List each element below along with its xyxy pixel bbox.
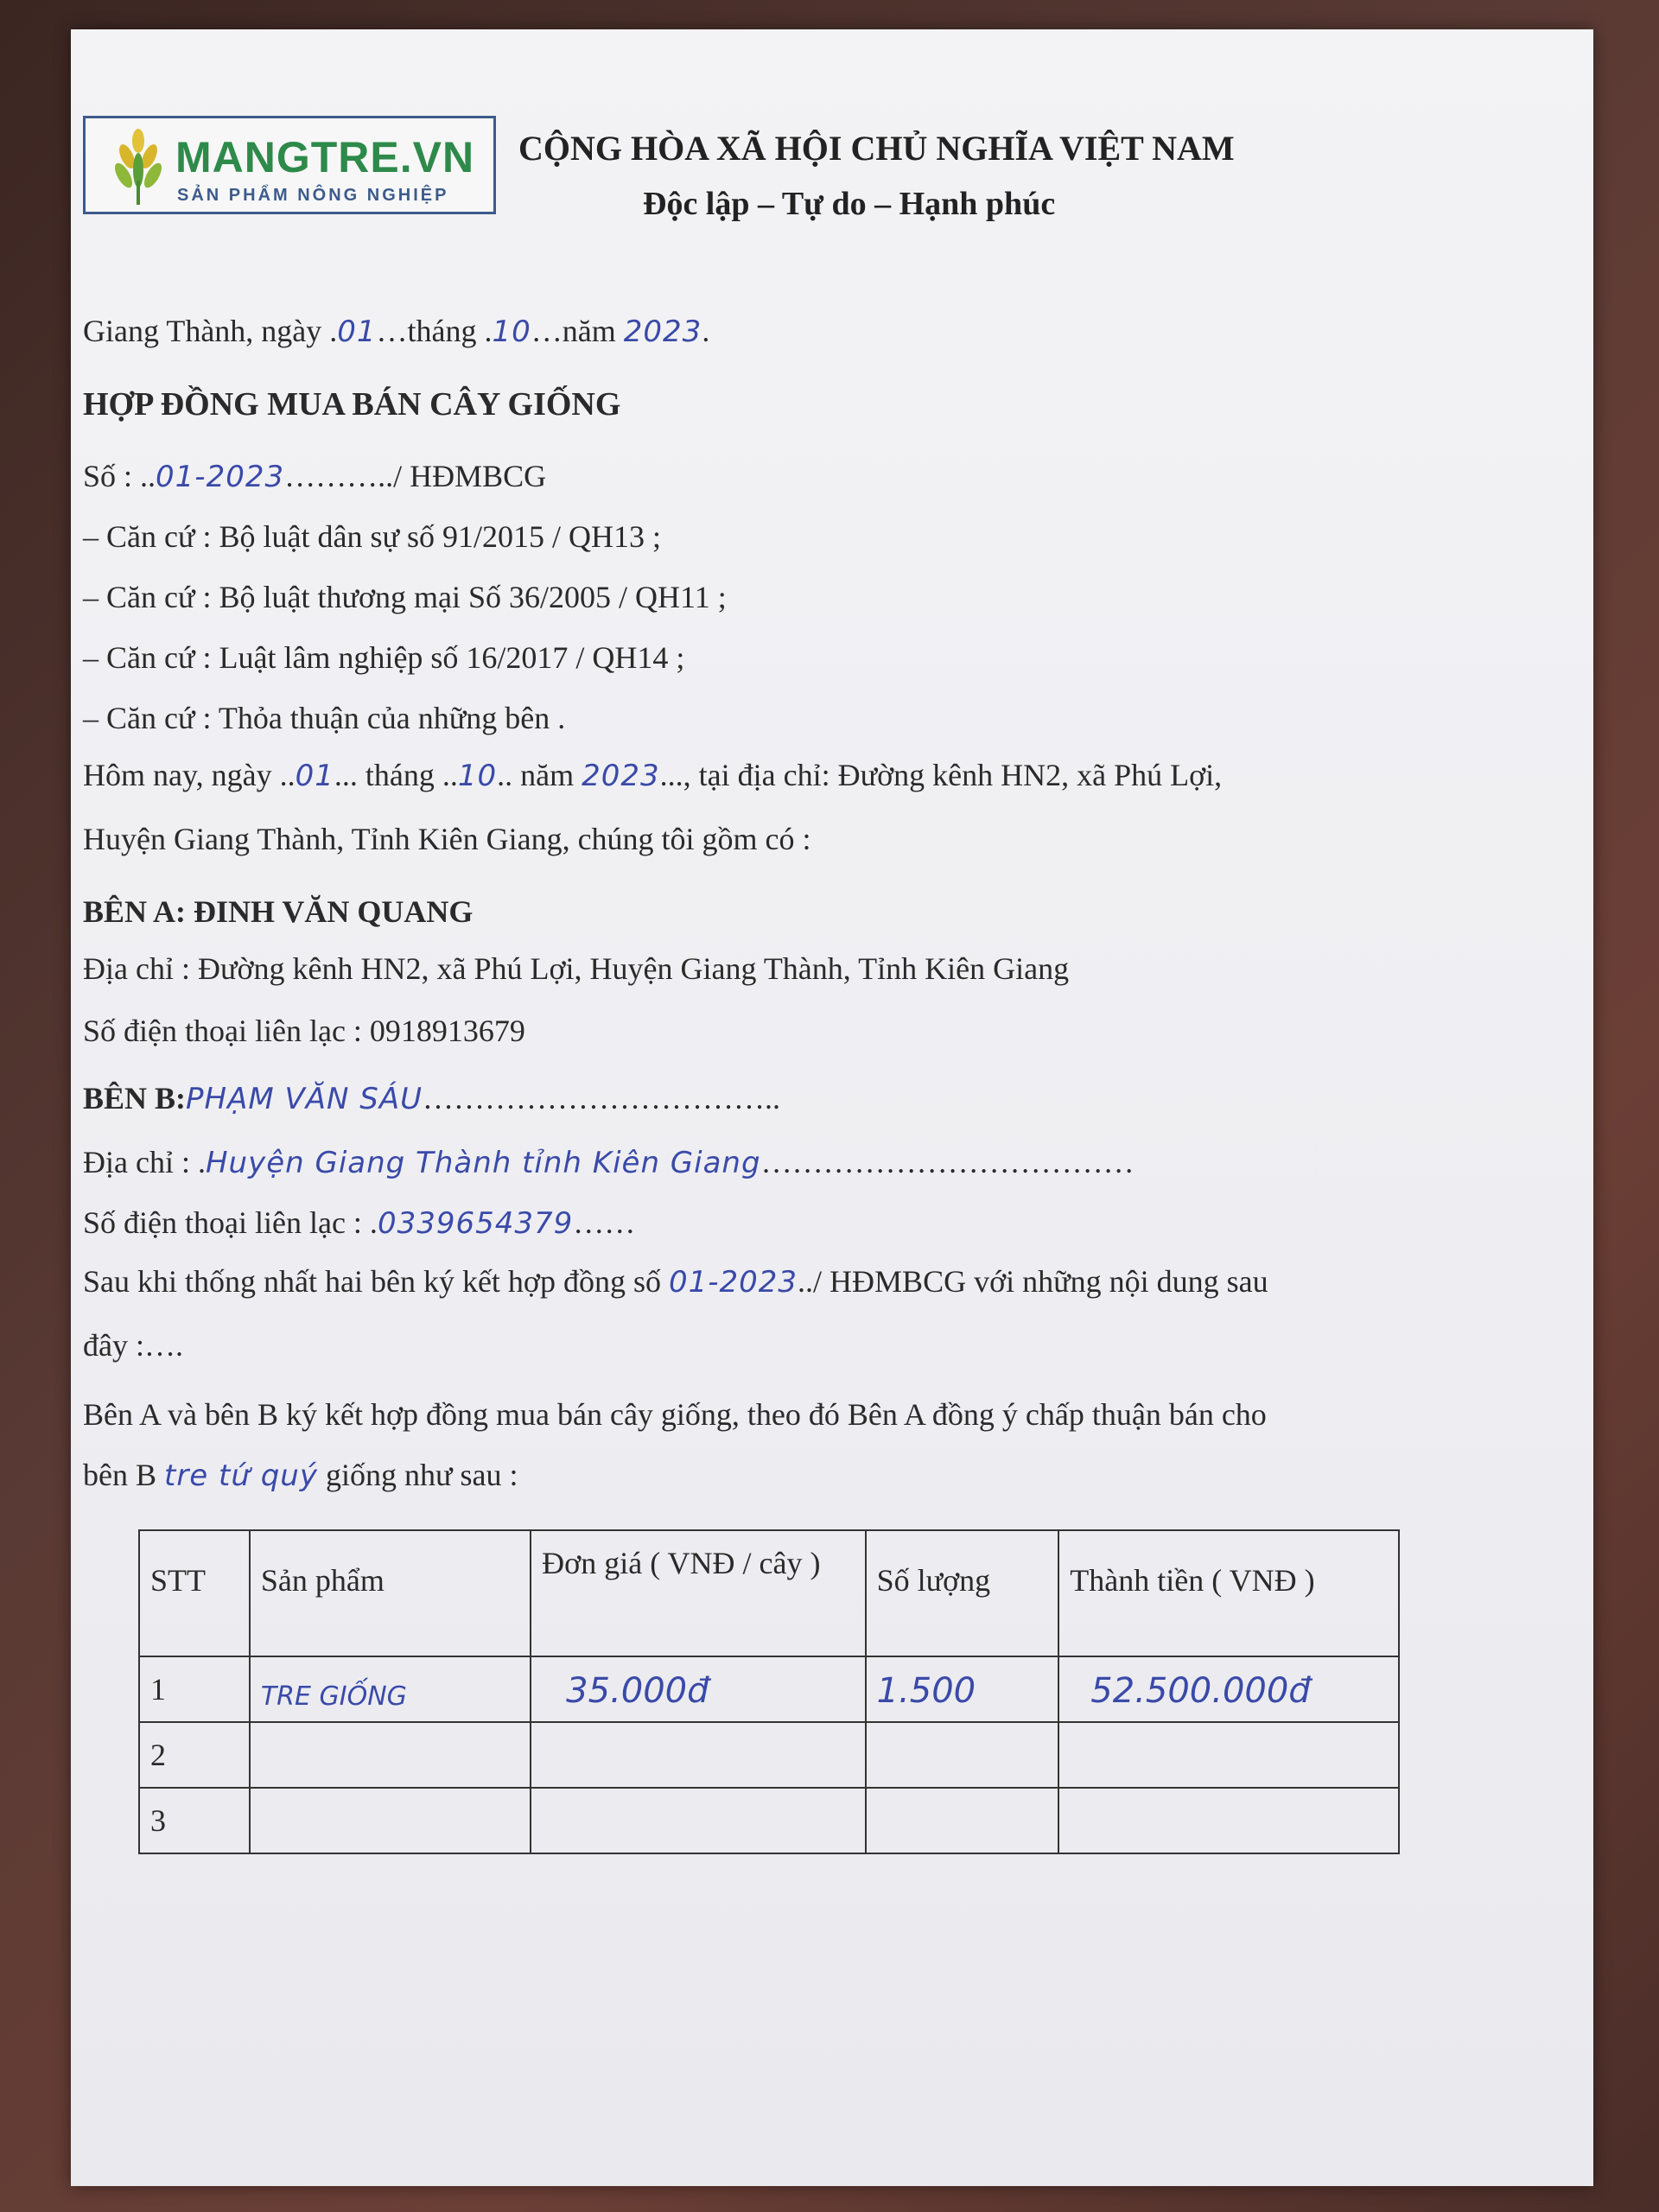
date-month: 10: [492, 315, 531, 349]
row-quantity: 1.500: [866, 1656, 1059, 1722]
date-month-label: …tháng .: [376, 314, 493, 348]
header-product: Sản phẩm: [250, 1530, 531, 1656]
party-b-address-dots: ………………………………: [760, 1145, 1135, 1179]
today-month: 10: [457, 759, 498, 793]
contract-title: HỢP ĐỒNG MUA BÁN CÂY GIỐNG: [83, 386, 621, 423]
table-row: [139, 1722, 1399, 1788]
row-price: [531, 1722, 865, 1788]
agreement-line-1: [83, 1263, 1268, 1300]
agreement-product-type: tre tứ quý: [164, 1459, 318, 1493]
row-stt: 1: [139, 1656, 250, 1722]
row-price: 35.000đ: [531, 1656, 865, 1722]
national-title: CỘNG HÒA XÃ HỘI CHỦ NGHĨA VIỆT NAM: [518, 129, 1235, 168]
party-b-address-label: Địa chỉ : .: [83, 1145, 206, 1179]
row-stt: 2: [139, 1722, 250, 1788]
party-b-name-dots: ……………………………..: [423, 1081, 780, 1116]
today-line-2: Huyện Giang Thành, Tỉnh Kiên Giang, chúng tôi gồm có :: [83, 822, 811, 856]
row-product: TRE GIỐNG: [250, 1656, 531, 1722]
legal-basis-3: – Căn cứ : Luật lâm nghiệp số 16/2017 / QH14 ;: [83, 640, 685, 675]
row-quantity: [866, 1722, 1059, 1788]
table-header-row: [139, 1530, 1399, 1656]
date-line: [83, 313, 709, 349]
agreement-line-4: [83, 1457, 518, 1493]
contract-number-prefix: Số : ..: [83, 459, 156, 493]
row-product: [250, 1722, 531, 1788]
header-unit-price: Đơn giá ( VNĐ / cây ): [531, 1530, 865, 1656]
contract-number: 01-2023: [156, 460, 285, 494]
party-b-phone-label: Số điện thoại liên lạc : .: [83, 1205, 378, 1240]
party-a-phone: Số điện thoại liên lạc : 0918913679: [83, 1014, 525, 1048]
agreement-prefix: Sau khi thống nhất hai bên ký kết hợp đồng số: [83, 1264, 669, 1299]
date-year: 2023: [623, 315, 702, 349]
row-stt: 3: [139, 1788, 250, 1853]
party-a-heading: BÊN A: ĐINH VĂN QUANG: [83, 894, 474, 929]
today-year: 2023: [582, 759, 660, 793]
header-total: Thành tiền ( VNĐ ): [1058, 1530, 1399, 1656]
today-year-label: .. năm: [497, 758, 582, 792]
logo-name: MANGTRE.VN: [175, 133, 475, 181]
row-quantity: [866, 1788, 1059, 1853]
agreement-line4-prefix: bên B: [83, 1458, 164, 1492]
legal-basis-4: – Căn cứ : Thỏa thuận của những bên .: [83, 701, 566, 735]
contract-number-suffix: ………../ HĐMBCG: [284, 459, 547, 493]
leaf-icon: [110, 127, 167, 207]
row-total: [1058, 1788, 1399, 1853]
row-total: [1058, 1722, 1399, 1788]
party-b-phone-line: [83, 1205, 635, 1241]
row-product: [250, 1788, 531, 1853]
date-day: 01: [337, 315, 377, 349]
agreement-suffix: ../ HĐMBCG với những nội dung sau: [798, 1264, 1268, 1299]
today-month-label: ... tháng ..: [334, 758, 458, 792]
table-row: [139, 1656, 1399, 1722]
party-b-phone: 0339654379: [377, 1206, 574, 1241]
agreement-line-2: đây :….: [83, 1328, 183, 1363]
table-row: [139, 1788, 1399, 1853]
today-prefix: Hôm nay, ngày ..: [83, 758, 296, 792]
party-b-address-line: [83, 1144, 1135, 1180]
party-b-heading: [83, 1080, 780, 1116]
row-total: 52.500.000đ: [1058, 1656, 1399, 1722]
today-suffix: ..., tại địa chỉ: Đường kênh HN2, xã Phú Lợi,: [659, 758, 1223, 792]
party-b-name: PHẠM VĂN SÁU: [186, 1082, 423, 1116]
date-suffix: .: [702, 314, 710, 348]
legal-basis-2: – Căn cứ : Bộ luật thương mại Số 36/2005 / QH11 ;: [83, 580, 727, 614]
company-logo: [83, 116, 496, 214]
party-a-address: Địa chỉ : Đường kênh HN2, xã Phú Lợi, Huyện Giang Thành, Tỉnh Kiên Giang: [83, 951, 1070, 986]
row-price: [531, 1788, 865, 1853]
contract-number-line: [83, 458, 546, 494]
agreement-line4-suffix: giống như sau :: [317, 1458, 518, 1492]
party-b-address: Huyện Giang Thành tỉnh Kiên Giang: [205, 1146, 761, 1180]
party-b-phone-dots: ……: [573, 1205, 636, 1240]
product-table: [138, 1529, 1400, 1854]
date-prefix: Giang Thành, ngày .: [83, 314, 338, 348]
agreement-line-3: Bên A và bên B ký kết hợp đồng mua bán cây giống, theo đó Bên A đồng ý chấp thuận bán cho: [83, 1397, 1267, 1432]
date-year-label: …năm: [531, 314, 624, 348]
header-stt: STT: [139, 1530, 250, 1656]
header-quantity: Số lượng: [866, 1530, 1059, 1656]
legal-basis-1: – Căn cứ : Bộ luật dân sự số 91/2015 / QH13 ;: [83, 519, 661, 554]
party-b-label: BÊN B:: [83, 1081, 187, 1116]
logo-subtitle: SẢN PHẨM NÔNG NGHIỆP: [177, 186, 449, 205]
today-day: 01: [295, 759, 334, 793]
national-motto: Độc lập – Tự do – Hạnh phúc: [643, 186, 1056, 222]
agreement-contract-no: 01-2023: [668, 1265, 798, 1300]
today-line: [83, 757, 1222, 793]
